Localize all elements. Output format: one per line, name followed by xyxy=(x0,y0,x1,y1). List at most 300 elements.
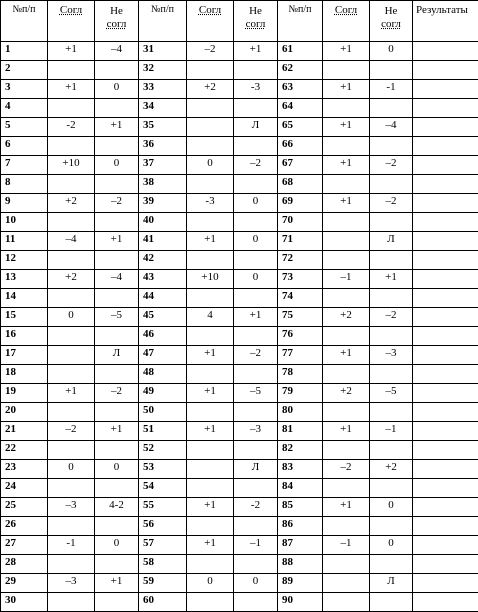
item-number: 7 xyxy=(1,156,48,175)
results-cell xyxy=(413,80,478,99)
disagree-score: –5 xyxy=(370,384,413,403)
agree-score xyxy=(187,555,234,574)
agree-score: +1 xyxy=(323,118,370,137)
item-number: 17 xyxy=(1,346,48,365)
table-body xyxy=(1,1,478,612)
header-disagree-col-2 xyxy=(234,1,278,42)
header-disagree-top: Не xyxy=(249,5,262,17)
item-number: 30 xyxy=(1,593,48,612)
disagree-score xyxy=(234,251,278,270)
item-number: 27 xyxy=(1,536,48,555)
item-number: 35 xyxy=(139,118,187,137)
item-number: 10 xyxy=(1,213,48,232)
disagree-score: 0 xyxy=(95,156,139,175)
results-cell xyxy=(413,99,478,118)
agree-score xyxy=(48,403,95,422)
disagree-score: –4 xyxy=(95,270,139,289)
results-cell xyxy=(413,593,478,612)
disagree-score: +1 xyxy=(95,118,139,137)
disagree-score xyxy=(234,327,278,346)
header-disagree-top: Не xyxy=(385,5,398,17)
agree-score: +2 xyxy=(323,384,370,403)
item-number: 49 xyxy=(139,384,187,403)
disagree-score: 0 xyxy=(370,536,413,555)
agree-score: +1 xyxy=(187,384,234,403)
item-number: 86 xyxy=(278,517,323,536)
agree-score: +1 xyxy=(187,346,234,365)
agree-score: -1 xyxy=(48,536,95,555)
results-cell xyxy=(413,308,478,327)
agree-score: -2 xyxy=(48,118,95,137)
disagree-score: +2 xyxy=(370,460,413,479)
item-number: 41 xyxy=(139,232,187,251)
agree-score xyxy=(48,365,95,384)
agree-score xyxy=(323,213,370,232)
results-cell xyxy=(413,175,478,194)
item-number: 3 xyxy=(1,80,48,99)
item-number: 21 xyxy=(1,422,48,441)
agree-score: +2 xyxy=(323,308,370,327)
item-number: 81 xyxy=(278,422,323,441)
table-row xyxy=(1,422,478,441)
item-number: 6 xyxy=(1,137,48,156)
item-number: 79 xyxy=(278,384,323,403)
item-number: 25 xyxy=(1,498,48,517)
agree-score xyxy=(323,593,370,612)
item-number: 34 xyxy=(139,99,187,118)
agree-score: +1 xyxy=(323,194,370,213)
results-cell xyxy=(413,555,478,574)
header-disagree-bottom: согл xyxy=(381,18,401,30)
table-row xyxy=(1,555,478,574)
agree-score xyxy=(48,593,95,612)
results-cell xyxy=(413,213,478,232)
item-number: 39 xyxy=(139,194,187,213)
item-number: 56 xyxy=(139,517,187,536)
results-cell xyxy=(413,156,478,175)
disagree-score: 0 xyxy=(95,80,139,99)
table-row xyxy=(1,498,478,517)
item-number: 23 xyxy=(1,460,48,479)
item-number: 45 xyxy=(139,308,187,327)
agree-score xyxy=(48,251,95,270)
item-number: 54 xyxy=(139,479,187,498)
agree-score xyxy=(48,346,95,365)
agree-score: –3 xyxy=(48,498,95,517)
table-row xyxy=(1,80,478,99)
disagree-score: –5 xyxy=(234,384,278,403)
disagree-score: –2 xyxy=(234,156,278,175)
agree-score xyxy=(48,289,95,308)
item-number: 26 xyxy=(1,517,48,536)
table-row xyxy=(1,175,478,194)
disagree-score: 0 xyxy=(234,194,278,213)
item-number: 22 xyxy=(1,441,48,460)
table-row xyxy=(1,99,478,118)
disagree-score xyxy=(370,61,413,80)
agree-score xyxy=(323,403,370,422)
disagree-score xyxy=(234,137,278,156)
agree-score: –4 xyxy=(48,232,95,251)
disagree-score: –2 xyxy=(95,384,139,403)
agree-score xyxy=(323,517,370,536)
agree-score: +1 xyxy=(48,42,95,61)
disagree-score xyxy=(234,213,278,232)
item-number: 70 xyxy=(278,213,323,232)
agree-score xyxy=(48,175,95,194)
agree-score xyxy=(323,365,370,384)
results-cell xyxy=(413,61,478,80)
disagree-score: –1 xyxy=(234,536,278,555)
agree-score: +1 xyxy=(187,232,234,251)
item-number: 71 xyxy=(278,232,323,251)
agree-score xyxy=(323,479,370,498)
item-number: 84 xyxy=(278,479,323,498)
table-row xyxy=(1,289,478,308)
results-cell xyxy=(413,270,478,289)
disagree-score xyxy=(234,593,278,612)
disagree-score xyxy=(234,365,278,384)
table-row xyxy=(1,346,478,365)
agree-score xyxy=(323,61,370,80)
agree-score: +1 xyxy=(323,42,370,61)
item-number: 88 xyxy=(278,555,323,574)
disagree-score: -1 xyxy=(370,80,413,99)
item-number: 48 xyxy=(139,365,187,384)
disagree-score xyxy=(95,403,139,422)
disagree-score xyxy=(234,289,278,308)
item-number: 31 xyxy=(139,42,187,61)
table-row xyxy=(1,574,478,593)
agree-score xyxy=(323,574,370,593)
agree-score: +10 xyxy=(48,156,95,175)
disagree-score: 0 xyxy=(370,498,413,517)
disagree-score xyxy=(370,137,413,156)
header-agree-col-2: Согл xyxy=(187,1,234,42)
disagree-score xyxy=(95,99,139,118)
disagree-score xyxy=(234,99,278,118)
disagree-score xyxy=(234,175,278,194)
results-cell xyxy=(413,403,478,422)
agree-score xyxy=(48,441,95,460)
table-row xyxy=(1,403,478,422)
agree-score xyxy=(323,441,370,460)
agree-score xyxy=(323,137,370,156)
disagree-score xyxy=(370,403,413,422)
agree-score xyxy=(48,517,95,536)
item-number: 52 xyxy=(139,441,187,460)
disagree-score: –2 xyxy=(370,156,413,175)
item-number: 9 xyxy=(1,194,48,213)
disagree-score xyxy=(95,137,139,156)
agree-score xyxy=(187,441,234,460)
agree-score: +1 xyxy=(323,422,370,441)
disagree-score xyxy=(95,61,139,80)
agree-score: –2 xyxy=(323,460,370,479)
disagree-score: –1 xyxy=(370,422,413,441)
disagree-score xyxy=(234,441,278,460)
disagree-score xyxy=(95,517,139,536)
agree-score: 0 xyxy=(187,156,234,175)
agree-score xyxy=(323,289,370,308)
item-number: 89 xyxy=(278,574,323,593)
disagree-score xyxy=(370,441,413,460)
item-number: 55 xyxy=(139,498,187,517)
disagree-score xyxy=(95,593,139,612)
table-row xyxy=(1,270,478,289)
disagree-score: Л xyxy=(370,574,413,593)
disagree-score: –3 xyxy=(370,346,413,365)
table-row xyxy=(1,479,478,498)
results-cell xyxy=(413,384,478,403)
item-number: 85 xyxy=(278,498,323,517)
item-number: 51 xyxy=(139,422,187,441)
agree-score xyxy=(187,137,234,156)
results-cell xyxy=(413,498,478,517)
item-number: 33 xyxy=(139,80,187,99)
item-number: 44 xyxy=(139,289,187,308)
agree-score: –2 xyxy=(187,42,234,61)
agree-score xyxy=(187,289,234,308)
item-number: 24 xyxy=(1,479,48,498)
agree-score: +1 xyxy=(323,156,370,175)
disagree-score: 0 xyxy=(234,232,278,251)
agree-score xyxy=(187,99,234,118)
header-number-col-2: №п/п xyxy=(139,1,187,42)
agree-score xyxy=(187,61,234,80)
agree-score xyxy=(323,327,370,346)
item-number: 40 xyxy=(139,213,187,232)
item-number: 20 xyxy=(1,403,48,422)
disagree-score xyxy=(234,479,278,498)
header-agree-col-1: Согл xyxy=(48,1,95,42)
agree-score xyxy=(48,61,95,80)
item-number: 36 xyxy=(139,137,187,156)
table-row xyxy=(1,593,478,612)
table-row xyxy=(1,61,478,80)
table-row xyxy=(1,327,478,346)
disagree-score xyxy=(95,251,139,270)
item-number: 60 xyxy=(139,593,187,612)
agree-score: +2 xyxy=(48,194,95,213)
item-number: 82 xyxy=(278,441,323,460)
disagree-score: +1 xyxy=(370,270,413,289)
agree-score: -3 xyxy=(187,194,234,213)
disagree-score: Л xyxy=(95,346,139,365)
item-number: 29 xyxy=(1,574,48,593)
disagree-score xyxy=(370,99,413,118)
table-row xyxy=(1,232,478,251)
agree-score xyxy=(323,232,370,251)
header-row xyxy=(1,1,478,42)
table-row xyxy=(1,365,478,384)
header-results: Результаты xyxy=(413,1,478,42)
table-row xyxy=(1,460,478,479)
agree-score xyxy=(48,555,95,574)
agree-score: –3 xyxy=(48,574,95,593)
agree-score xyxy=(187,479,234,498)
item-number: 67 xyxy=(278,156,323,175)
agree-score xyxy=(187,460,234,479)
table-row xyxy=(1,194,478,213)
item-number: 65 xyxy=(278,118,323,137)
disagree-score xyxy=(95,327,139,346)
item-number: 8 xyxy=(1,175,48,194)
agree-score xyxy=(323,99,370,118)
results-cell xyxy=(413,422,478,441)
item-number: 73 xyxy=(278,270,323,289)
item-number: 15 xyxy=(1,308,48,327)
disagree-score: 4-2 xyxy=(95,498,139,517)
item-number: 58 xyxy=(139,555,187,574)
disagree-score: -3 xyxy=(234,80,278,99)
disagree-score: 0 xyxy=(234,574,278,593)
disagree-score: +1 xyxy=(234,308,278,327)
item-number: 12 xyxy=(1,251,48,270)
results-cell xyxy=(413,517,478,536)
disagree-score: Л xyxy=(370,232,413,251)
item-number: 76 xyxy=(278,327,323,346)
disagree-score xyxy=(370,479,413,498)
results-cell xyxy=(413,42,478,61)
agree-score: +1 xyxy=(323,346,370,365)
disagree-score xyxy=(95,175,139,194)
item-number: 38 xyxy=(139,175,187,194)
item-number: 87 xyxy=(278,536,323,555)
agree-score: –2 xyxy=(48,422,95,441)
disagree-score: –4 xyxy=(370,118,413,137)
item-number: 47 xyxy=(139,346,187,365)
header-disagree-top: Не xyxy=(110,5,123,17)
disagree-score xyxy=(95,213,139,232)
item-number: 43 xyxy=(139,270,187,289)
disagree-score: 0 xyxy=(234,270,278,289)
disagree-score: –5 xyxy=(95,308,139,327)
agree-score xyxy=(187,403,234,422)
disagree-score: Л xyxy=(234,118,278,137)
header-disagree-col-3 xyxy=(370,1,413,42)
item-number: 61 xyxy=(278,42,323,61)
disagree-score: –3 xyxy=(234,422,278,441)
disagree-score: –2 xyxy=(234,346,278,365)
disagree-score: –4 xyxy=(95,42,139,61)
agree-score: +10 xyxy=(187,270,234,289)
item-number: 63 xyxy=(278,80,323,99)
disagree-score xyxy=(370,251,413,270)
agree-score: 0 xyxy=(48,308,95,327)
table-row xyxy=(1,441,478,460)
disagree-score xyxy=(95,555,139,574)
results-cell xyxy=(413,137,478,156)
disagree-score xyxy=(370,213,413,232)
item-number: 18 xyxy=(1,365,48,384)
results-cell xyxy=(413,346,478,365)
results-cell xyxy=(413,365,478,384)
item-number: 28 xyxy=(1,555,48,574)
item-number: 62 xyxy=(278,61,323,80)
header-agree-col-3: Согл xyxy=(323,1,370,42)
agree-score: +1 xyxy=(187,498,234,517)
table-row xyxy=(1,384,478,403)
table-row xyxy=(1,42,478,61)
disagree-score: –2 xyxy=(370,308,413,327)
disagree-score: 0 xyxy=(95,536,139,555)
results-cell xyxy=(413,536,478,555)
agree-score xyxy=(187,517,234,536)
disagree-score: +1 xyxy=(234,42,278,61)
item-number: 16 xyxy=(1,327,48,346)
results-cell xyxy=(413,441,478,460)
results-cell xyxy=(413,574,478,593)
disagree-score xyxy=(370,593,413,612)
disagree-score: 0 xyxy=(370,42,413,61)
disagree-score xyxy=(370,175,413,194)
table-row xyxy=(1,213,478,232)
agree-score: 0 xyxy=(187,574,234,593)
agree-score xyxy=(187,365,234,384)
agree-score: –1 xyxy=(323,270,370,289)
item-number: 14 xyxy=(1,289,48,308)
table-row xyxy=(1,118,478,137)
item-number: 90 xyxy=(278,593,323,612)
agree-score xyxy=(48,213,95,232)
item-number: 74 xyxy=(278,289,323,308)
disagree-score: +1 xyxy=(95,232,139,251)
table-row xyxy=(1,536,478,555)
item-number: 80 xyxy=(278,403,323,422)
item-number: 5 xyxy=(1,118,48,137)
agree-score: +2 xyxy=(48,270,95,289)
item-number: 13 xyxy=(1,270,48,289)
item-number: 78 xyxy=(278,365,323,384)
disagree-score xyxy=(234,403,278,422)
disagree-score xyxy=(370,365,413,384)
agree-score xyxy=(48,479,95,498)
item-number: 75 xyxy=(278,308,323,327)
disagree-score xyxy=(370,289,413,308)
header-number-col-1: №п/п xyxy=(1,1,48,42)
item-number: 19 xyxy=(1,384,48,403)
agree-score xyxy=(48,99,95,118)
disagree-score xyxy=(370,517,413,536)
disagree-score: +1 xyxy=(95,574,139,593)
item-number: 4 xyxy=(1,99,48,118)
header-disagree-bottom: согл xyxy=(246,18,266,30)
disagree-score xyxy=(234,61,278,80)
agree-score: +1 xyxy=(48,80,95,99)
header-number-col-3: №п/п xyxy=(278,1,323,42)
item-number: 64 xyxy=(278,99,323,118)
results-cell xyxy=(413,194,478,213)
disagree-score xyxy=(370,327,413,346)
item-number: 72 xyxy=(278,251,323,270)
results-cell xyxy=(413,289,478,308)
disagree-score: -2 xyxy=(234,498,278,517)
item-number: 2 xyxy=(1,61,48,80)
item-number: 77 xyxy=(278,346,323,365)
agree-score: +2 xyxy=(187,80,234,99)
agree-score: +1 xyxy=(323,80,370,99)
disagree-score xyxy=(95,441,139,460)
disagree-score: 0 xyxy=(95,460,139,479)
agree-score: +1 xyxy=(48,384,95,403)
table-row xyxy=(1,137,478,156)
agree-score: +1 xyxy=(187,422,234,441)
item-number: 37 xyxy=(139,156,187,175)
agree-score: 0 xyxy=(48,460,95,479)
item-number: 46 xyxy=(139,327,187,346)
header-disagree-bottom: согл xyxy=(107,18,127,30)
